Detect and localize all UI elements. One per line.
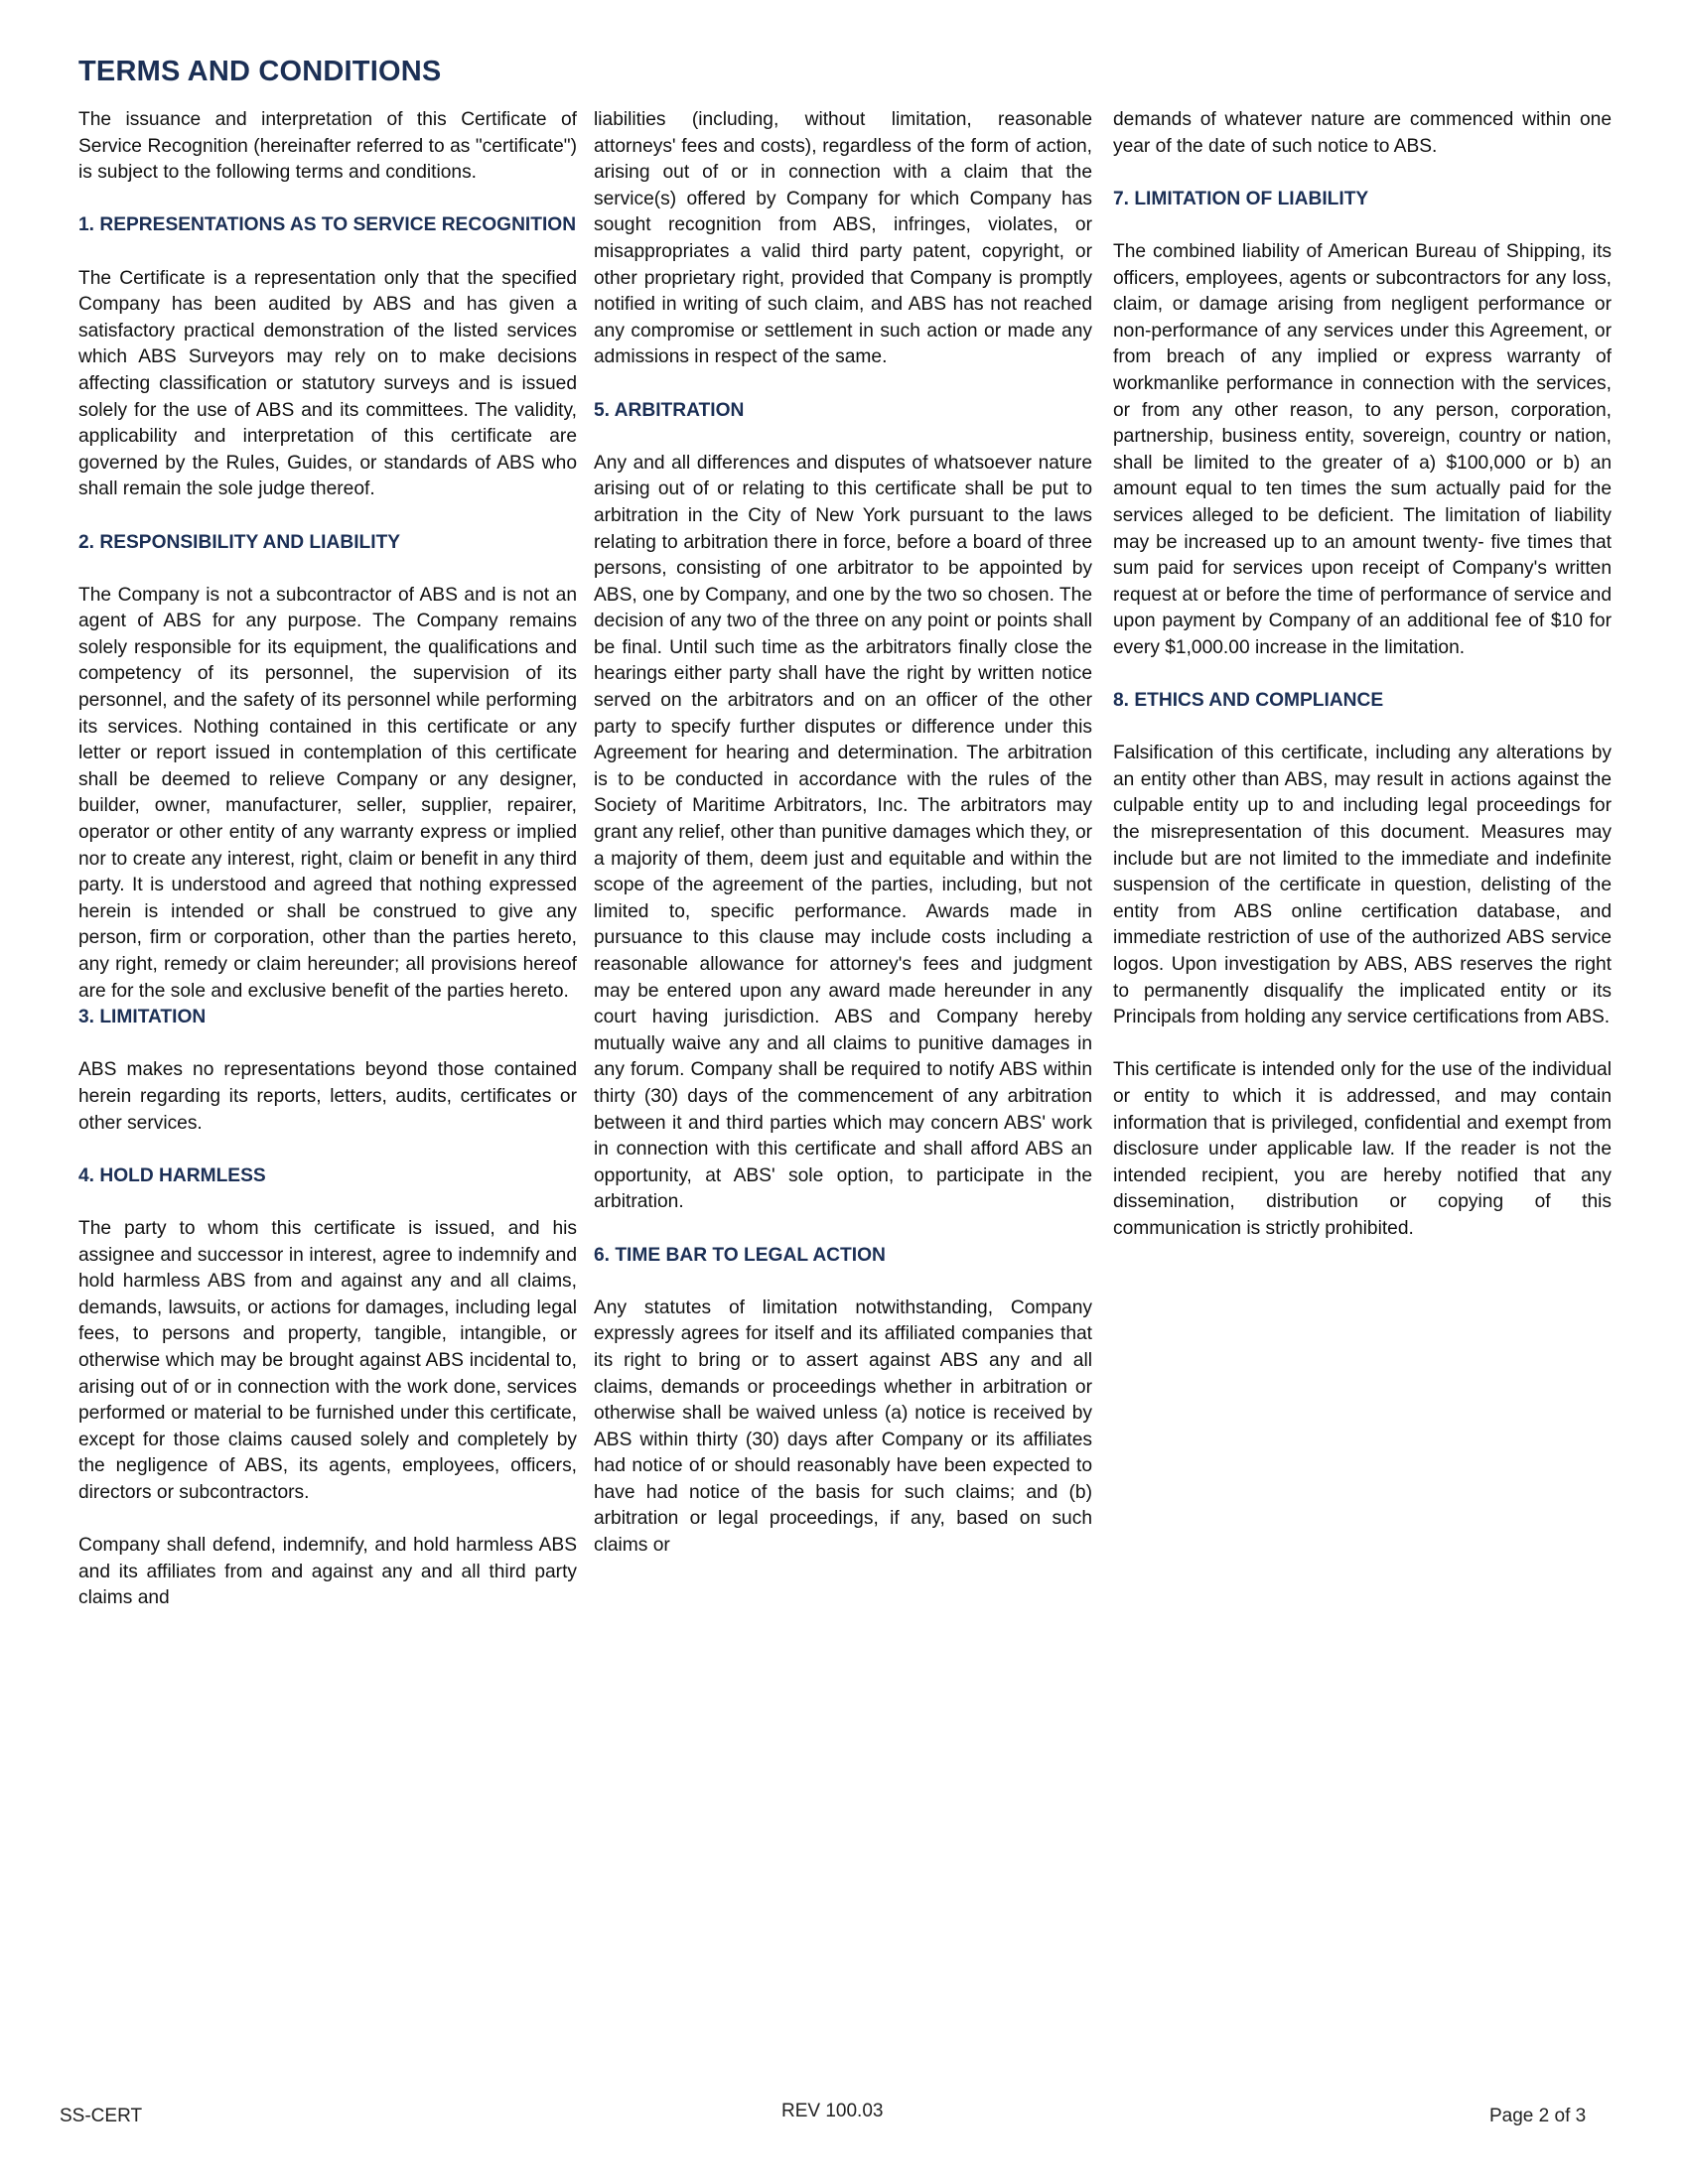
section-heading: 4. HOLD HARMLESS xyxy=(78,1164,266,1186)
paragraph: The issuance and interpretation of this Certificate of Service Recognition (hereinafter referred to as "certificate") is subject to the following terms and conditions. xyxy=(78,109,577,184)
paragraph: Company shall defend, indemnify, and hold harmless ABS and its affiliates from and against any and all third party claims and xyxy=(78,1535,577,1609)
section-heading: 8. ETHICS AND COMPLIANCE xyxy=(1113,690,1384,712)
column-right xyxy=(1113,107,1612,1269)
section-heading: 5. ARBITRATION xyxy=(594,399,745,421)
section-heading: 1. REPRESENTATIONS AS TO SERVICE RECOGNITION xyxy=(78,214,577,236)
paragraph: This certificate is intended only for the use of the individual or entity to which it is addressed, and may contain information that is privileged, confidential and exempt from disclosure under applicable law. If the reader is not the intended recipient, you are hereby notified that any dissemination, distribution or copying of this communication is strictly prohibited. xyxy=(1113,1059,1612,1239)
paragraph: The Certificate is a representation only that the specified Company has been audited by ABS and has given a satisfactory practical demonstration of the listed services which ABS Surveyors may rely on to make decisions affecting classification or statutory surveys and is issued solely for the use of ABS and its committees. The validity, applicability and interpretation of this certificate are governed by the Rules, Guides, or standards of ABS who shall remain the sole judge thereof. xyxy=(78,267,577,500)
section-heading: 3. LIMITATION xyxy=(78,1007,207,1028)
paragraph: liabilities (including, without limitation, reasonable attorneys' fees and costs), regardless of the form of action, arising out of or in connection with a claim that the service(s) offered by Company for which Company has sought recognition from ABS, infringes, violates, or misappropriates a valid third party patent, copyright, or other proprietary right, provided that Company is promptly notified in writing of such claim, and ABS has not reached any compromise or settlement in such action or made any admissions in respect of the same. xyxy=(594,109,1092,368)
column-middle xyxy=(594,107,1092,1585)
section-heading: 2. RESPONSIBILITY AND LIABILITY xyxy=(78,531,401,553)
footer-document-code: SS-CERT xyxy=(60,2106,143,2126)
paragraph: Any statutes of limitation notwithstanding, Company expressly agrees for itself and its affiliated companies that its right to bring or to assert against ABS any and all claims, demands or proceedings whether in arbitration or otherwise shall be waived unless (a) notice is received by ABS within thirty (30) days after Company or its affiliates had notice of or should reasonably have been expected to have had notice of the basis for such claims; and (b) arbitration or legal proceedings, if any, based on such claims or xyxy=(594,1297,1092,1557)
paragraph: Any and all differences and disputes of whatsoever nature arising out of or relating to this certificate shall be put to arbitration in the City of New York pursuant to the laws relating to arbitration there in force, before a board of three persons, consisting of one arbitrator to be appointed by ABS, one by Company, and one by the two so chosen. The decision of any two of the three on any point or points shall be final. Until such time as the arbitrators finally close the hearings either party shall have the right by written notice served on the arbitrators and on an officer of the other party to specify further disputes or difference under this Agreement for hearing and determination. The arbitration is to be conducted in accordance with the rules of the Society of Maritime Arbitrators, Inc. The arbitrators may grant any relief, other than punitive damages which they, or a majority of them, deem just and equitable and within the scope of the agreement of the parties, including, but not limited to, specific performance. Awards made in pursuance to this clause may include costs including a reasonable allowance for attorney's fees and judgment may be entered upon any award made hereunder in any court having jurisdiction. ABS and Company hereby mutually waive any and all claims to punitive damages in any forum. Company shall be required to notify ABS within thirty (30) days of the commencement of any arbitration between it and third parties which may concern ABS' work in connection with this certificate and shall afford ABS an opportunity, at ABS' sole option, to participate in the arbitration. xyxy=(594,452,1093,1213)
paragraph: The combined liability of American Bureau of Shipping, its officers, employees, agents or subcontractors for any loss, claim, or damage arising from negligent performance or non-performance of any services under this Agreement, or from breach of any implied or express warranty of workmanlike performance in connection with the services, or from any other reason, to any person, corporation, partnership, business entity, sovereign, country or nation, shall be limited to the greater of a) $100,000 or b) an amount equal to ten times the sum actually paid for the services alleged to be deficient. The limitation of liability may be increased up to an amount twenty- five times that sum paid for services upon receipt of Company's written request at or before the time of performance of service and upon payment by Company of an additional fee of $10 for every $1,000.00 increase in the limitation. xyxy=(1113,240,1612,658)
page-title: TERMS AND CONDITIONS xyxy=(78,56,442,87)
footer-revision: REV 100.03 xyxy=(781,2101,884,2121)
paragraph: The party to whom this certificate is issued, and his assignee and successor in interest, agree to indemnify and hold harmless ABS from and against any and all claims, demands, lawsuits, or actions for damages, including legal fees, to persons and property, tangible, intangible, or otherwise which may be brought against ABS incidental to, arising out of or in connection with the work done, services performed or material to be furnished under this certificate, except for those claims caused solely and completely by the negligence of ABS, its agents, employees, officers, directors or subcontractors. xyxy=(78,1217,577,1503)
paragraph: ABS makes no representations beyond those contained herein regarding its reports, letters, audits, certificates or other services. xyxy=(78,1059,577,1134)
section-heading: 7. LIMITATION OF LIABILITY xyxy=(1113,188,1369,209)
paragraph: The Company is not a subcontractor of ABS and is not an agent of ABS for any purpose. The Company remains solely responsible for its equipment, the qualifications and competency of its personnel, the supervision of its personnel, and the safety of its personnel while performing its services. Nothing contained in this certificate or any letter or report issued in contemplation of this certificate shall be deemed to relieve Company or any designer, builder, owner, manufacturer, seller, supplier, repairer, operator or other entity of any warranty express or implied nor to create any interest, right, claim or benefit in any third party. It is understood and agreed that nothing expressed herein is intended or shall be construed to give any person, firm or corporation, other than the parties hereto, any right, remedy or claim hereunder; all provisions hereof are for the sole and exclusive benefit of the parties hereto. xyxy=(78,584,577,1002)
section-heading: 6. TIME BAR TO LEGAL ACTION xyxy=(594,1244,886,1266)
footer-page-number: Page 2 of 3 xyxy=(1489,2106,1587,2126)
paragraph: Falsification of this certificate, including any alterations by an entity other than ABS, may result in actions against the culpable entity up to and including legal proceedings for the misrepresentation of this document. Measures may include but are not limited to the immediate and indefinite suspension of the certificate in question, delisting of the entity from ABS online certification database, and immediate restriction of use of the authorized ABS service logos. Upon investigation by ABS, ABS reserves the right to permanently disqualify the implicated entity or its Principals from holding any service certifications from ABS. xyxy=(1113,743,1612,1028)
paragraph: demands of whatever nature are commenced within one year of the date of such notice to ABS. xyxy=(1113,109,1612,157)
column-left xyxy=(78,107,577,1638)
